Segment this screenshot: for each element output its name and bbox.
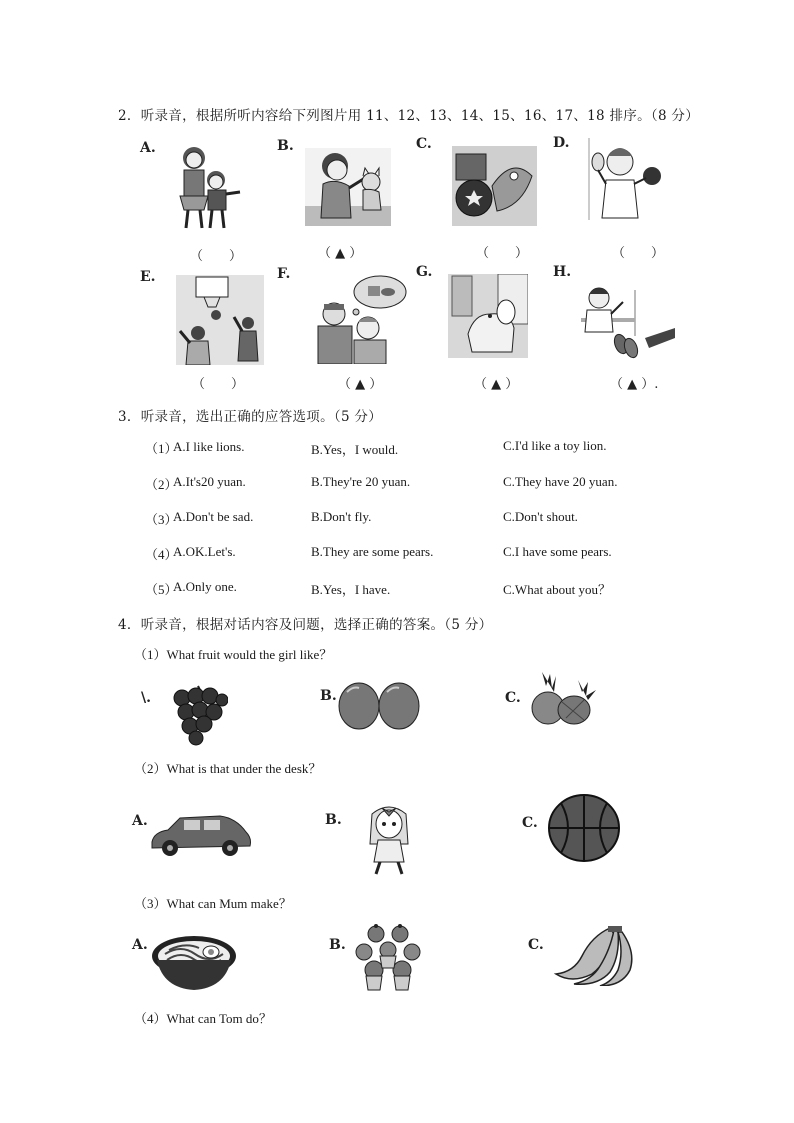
question-3: （3）What can Mum make？ <box>134 896 292 911</box>
option-letter-a: A. <box>140 140 156 156</box>
option-letter-c: C. <box>416 136 432 152</box>
noodles-image[interactable] <box>151 934 237 994</box>
option-letter: C. <box>505 690 521 706</box>
option-letter-b: B. <box>277 138 294 154</box>
section2-title: 2．听录音，根据所听内容给下列图片用 11、12、13、14、15、16、17、18 排序。（8 分） <box>118 108 700 124</box>
option-letter-h: H. <box>553 264 572 280</box>
row-number: （3） <box>145 512 178 527</box>
answer-blank-b[interactable]: （ ▲ ） <box>318 246 363 261</box>
row-number: （1） <box>145 441 178 456</box>
option-letter: C. <box>528 937 544 953</box>
choice-a[interactable]: A.OK.Let's. <box>173 544 236 559</box>
option-letter: A. <box>132 813 148 829</box>
answer-blank-e[interactable]: （ ） <box>192 377 245 392</box>
choice-b[interactable]: B.They're 20 yuan. <box>311 474 411 489</box>
option-letter: B. <box>329 937 346 953</box>
toy-car-image[interactable] <box>150 812 252 858</box>
mangoes-image[interactable] <box>337 680 425 730</box>
option-letter-d: D. <box>553 135 570 151</box>
choice-c[interactable]: C.I have some pears. <box>503 544 612 559</box>
pineapples-image[interactable] <box>526 670 600 726</box>
picture-thinking-food <box>316 272 408 364</box>
choice-c[interactable]: C.They have 20 yuan. <box>503 474 618 489</box>
picture-girl-shoes <box>581 276 677 368</box>
picture-girl-cat <box>305 148 391 226</box>
question-1: （1）What fruit would the girl like？ <box>134 647 333 662</box>
choice-a[interactable]: A.Don't be sad. <box>173 509 254 524</box>
option-letter: \. <box>141 690 151 706</box>
answer-blank-f[interactable]: （ ▲ ） <box>338 377 383 392</box>
choice-a[interactable]: A.Only one. <box>173 579 237 594</box>
choice-b[interactable]: B.They are some pears. <box>311 544 434 559</box>
section4-title: 4．听录音，根据对话内容及问题，选择正确的答案。（5 分） <box>118 617 493 633</box>
cupcakes-image[interactable] <box>354 924 424 994</box>
picture-basketball-game <box>176 275 264 365</box>
choice-a[interactable]: A.It's20 yuan. <box>173 474 246 489</box>
picture-dog <box>448 274 528 358</box>
choice-c[interactable]: C.I'd like a toy lion. <box>503 438 607 453</box>
answer-blank-d[interactable]: （ ） <box>612 246 665 261</box>
row-number: （5） <box>145 582 178 597</box>
answer-blank-g[interactable]: （ ▲ ） <box>474 377 519 392</box>
choice-c[interactable]: C.Don't shout. <box>503 509 578 524</box>
choice-a[interactable]: A.I like lions. <box>173 439 245 454</box>
question-4: （4）What can Tom do？ <box>134 1011 272 1026</box>
grapes-image[interactable] <box>172 684 228 746</box>
doll-image[interactable] <box>362 804 416 876</box>
section3-title: 3．听录音，选出正确的应答选项。（5 分） <box>118 409 383 425</box>
option-letter-f: F. <box>277 266 291 282</box>
option-letter: C. <box>522 815 538 831</box>
choice-b[interactable]: B.Don't fly. <box>311 509 372 524</box>
choice-b[interactable]: B.Yes，I have. <box>311 582 391 597</box>
question-2: （2）What is that under the desk？ <box>134 761 322 776</box>
option-letter-g: G. <box>416 264 433 280</box>
picture-children <box>170 142 245 237</box>
choice-c[interactable]: C.What about you？ <box>503 582 611 597</box>
row-number: （2） <box>145 477 178 492</box>
answer-blank-a[interactable]: （ ） <box>190 249 243 264</box>
choice-b[interactable]: B.Yes，I would. <box>311 442 399 457</box>
row-number: （4） <box>145 547 178 562</box>
basketball-image[interactable] <box>547 793 621 863</box>
option-letter: A. <box>132 937 148 953</box>
picture-boy-ball <box>586 138 666 220</box>
answer-blank-c[interactable]: （ ） <box>476 246 529 261</box>
answer-blank-h[interactable]: （ ▲ ）. <box>610 377 659 392</box>
option-letter: B. <box>320 688 337 704</box>
option-letter-e: E. <box>140 269 156 285</box>
picture-toys <box>452 146 537 226</box>
bananas-image[interactable] <box>552 926 636 986</box>
option-letter: B. <box>325 812 342 828</box>
